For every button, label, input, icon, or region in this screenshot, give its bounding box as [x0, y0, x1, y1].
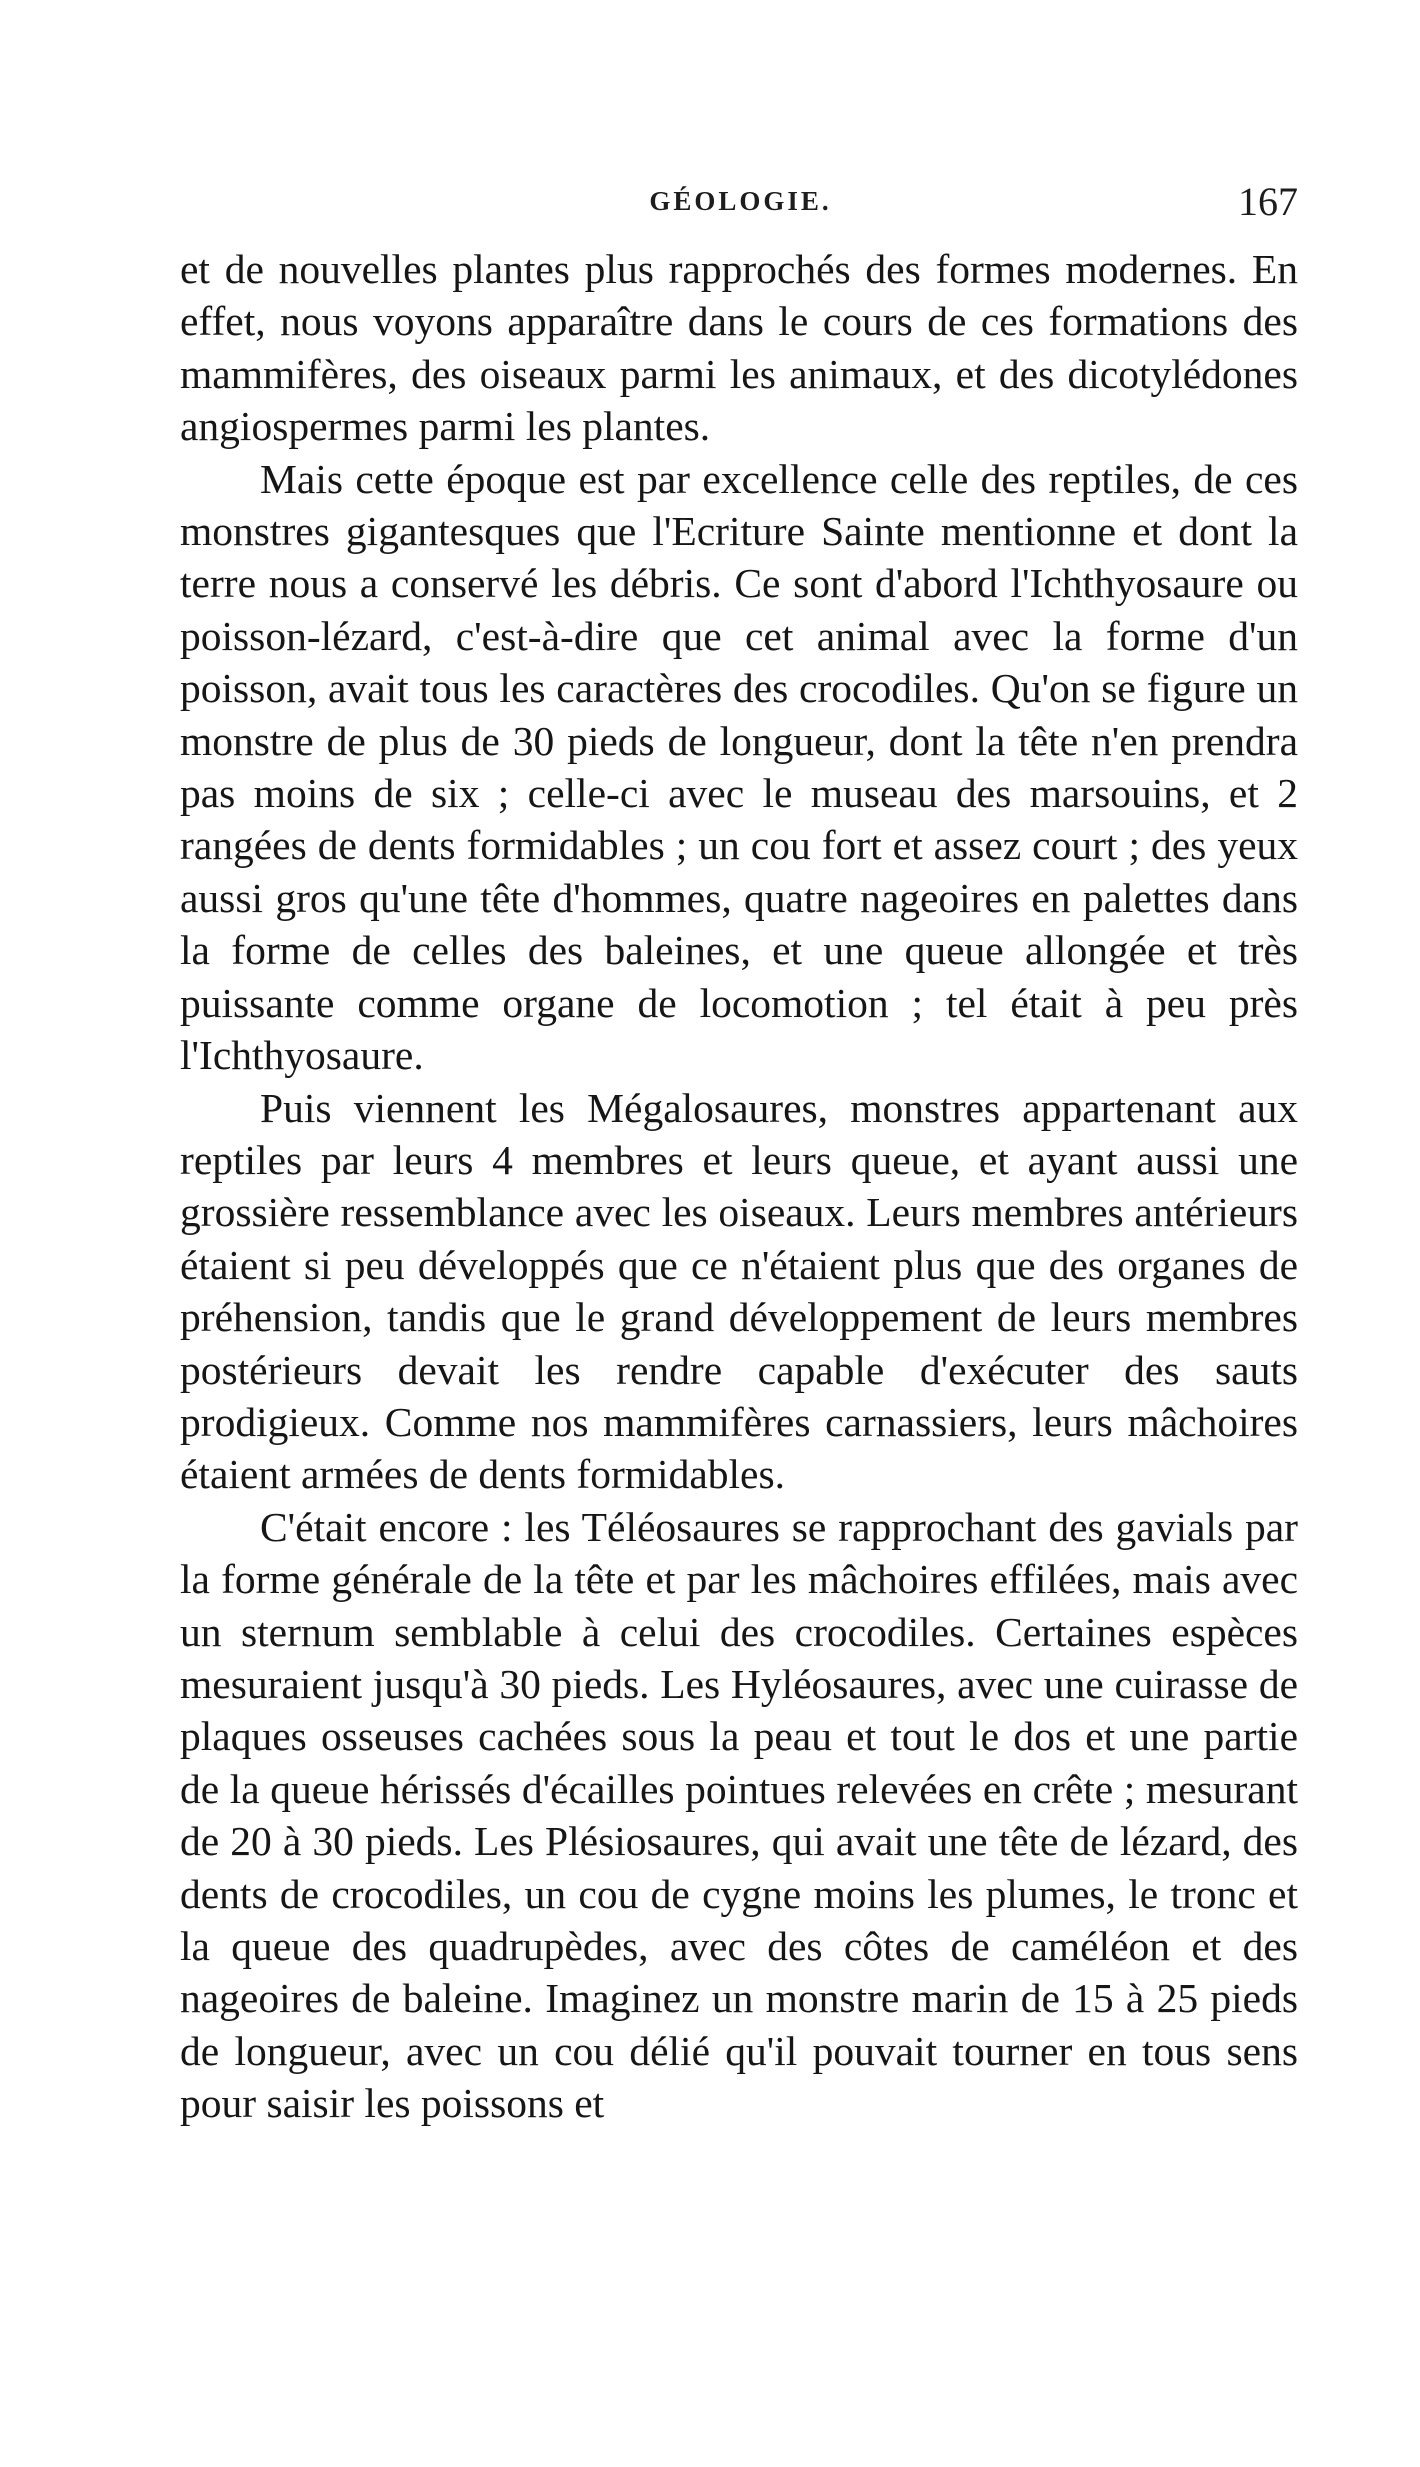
page-number: 167 — [1238, 179, 1298, 224]
paragraph-2: Mais cette époque est par excellence celle des reptiles, de ces monstres gigantesques que l'Ecriture Sainte mentionne et dont la terre nous a conservé les débris. Ce sont d'abord l'Ichthyosaure ou poisson-lézard, c'est-à-dire que cet animal avec la forme d'un poisson, avait tous les caractères des crocodiles. Qu'on se figure un monstre de plus de 30 pieds de longueur, dont la tête n'en prendra pas moins de six ; celle-ci avec le museau des marsouins, et 2 rangées de dents formidables ; un cou fort et assez court ; des yeux aussi gros qu'une tête d'hommes, quatre nageoires en palettes dans la forme de celles des baleines, et une queue allongée et très puissante comme organe de locomotion ; tel était à peu près l'Ichthyosaure. — [180, 455, 1298, 1079]
running-title: GÉOLOGIE. — [649, 186, 832, 216]
body-text — [180, 243, 1298, 2130]
paragraph-4: C'était encore : les Téléosaures se rapprochant des gavials par la forme générale de la tête et par les mâchoires effilées, mais avec un sternum semblable à celui des crocodiles. Certaines espèces mesuraient jusqu'à 30 pieds. Les Hyléosaures, avec une cuirasse de plaques osseuses cachées sous la peau et tout le dos et une partie de la queue hérissés d'écailles pointues relevées en crête ; mesurant de 20 à 30 pieds. Les Plésiosaures, qui avait une tête de lézard, des dents de crocodiles, un cou de cygne moins les plumes, le tronc et la queue des quadrupèdes, avec des côtes de caméléon et des nageoires de baleine. Imaginez un monstre marin de 15 à 25 pieds de longueur, avec un cou délié qu'il pouvait tourner en tous sens pour saisir les poissons et — [180, 1503, 1298, 2127]
paragraph-3: Puis viennent les Mégalosaures, monstres appartenant aux reptiles par leurs 4 membres et leurs queue, et ayant aussi une grossière ressemblance avec les oiseaux. Leurs membres antérieurs étaient si peu développés que ce n'étaient plus que des organes de préhension, tandis que le grand développement de leurs membres postérieurs devait les rendre capable d'exécuter des sauts prodigieux. Comme nos mammifères carnassiers, leurs mâchoires étaient armées de dents formidables. — [180, 1084, 1298, 1498]
page-header — [183, 178, 1298, 230]
paragraph-1: et de nouvelles plantes plus rapprochés des formes modernes. En effet, nous voyons apparaître dans le cours de ces formations des mammifères, des oiseaux parmi les animaux, et des dicotylédones angiospermes parmi les plantes. — [180, 246, 1298, 450]
